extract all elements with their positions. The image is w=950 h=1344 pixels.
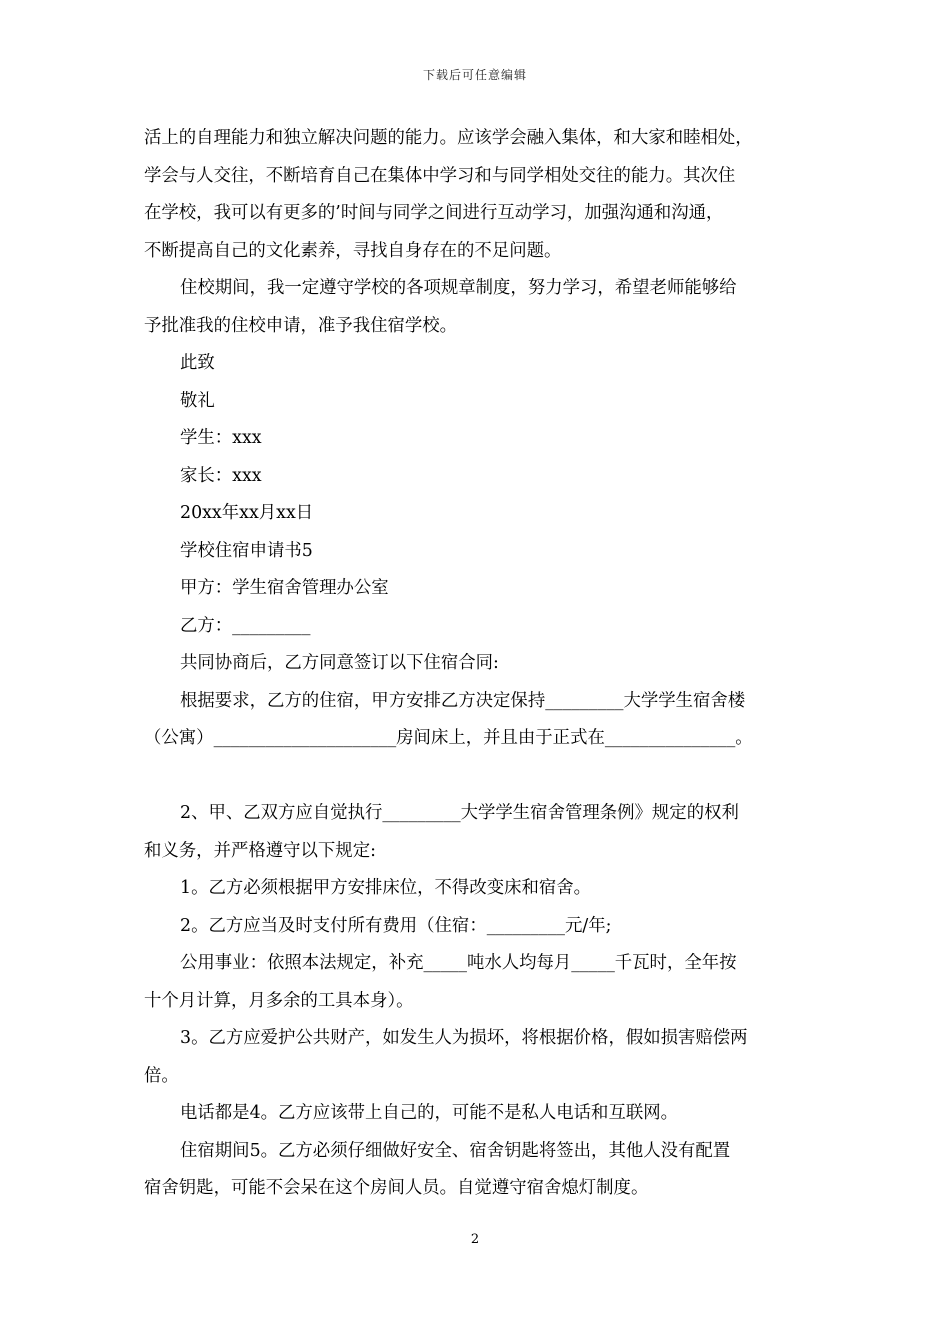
section-title: 学校住宿申请书5 <box>180 540 313 561</box>
page-header: 下载后可任意编辑 <box>422 68 527 82</box>
paragraph-line: 和义务，并严格遵守以下规定: <box>144 840 376 861</box>
paragraph-line: 住校期间，我一定遵守学校的各项规章制度，努力学习，希望老师能够给 <box>180 278 737 298</box>
rule-item: 3。乙方应爱护公共财产，如发生人为损坏，将根据价格，假如损害赔偿两 <box>180 1028 748 1048</box>
blank-line <box>144 758 814 796</box>
paragraph-line: 活上的自理能力和独立解决问题的能力。应该学会融入集体，和大家和睦相处， <box>144 128 753 148</box>
party-a-line: 甲方：学生宿舍管理办公室 <box>180 578 389 598</box>
signature-date: 20xx年xx月xx日 <box>180 503 314 523</box>
paragraph-line: 宿舍钥匙，可能不会呆在这个房间人员。自觉遵守宿舍熄灯制度。 <box>144 1178 649 1198</box>
paragraph-line: 倍。 <box>144 1065 179 1086</box>
paragraph-line: 学会与人交往，不断培育自己在集体中学习和与同学相处交往的能力。其次住 <box>144 165 736 186</box>
paragraph-line: 根据要求，乙方的住宿，甲方安排乙方决定保持_________大学学生宿舍楼 <box>180 690 746 711</box>
document-body <box>144 120 814 1208</box>
paragraph-line: 十个月计算，月多余的工具本身）。 <box>144 990 414 1011</box>
rule-item: 2。乙方应当及时支付所有费用（住宿：_________元/年; <box>180 915 612 936</box>
salutation-line: 此致 <box>180 353 215 373</box>
paragraph-line: （公寓）_____________________房间床上，并且由于正式在_______________。 <box>144 728 753 748</box>
paragraph-line: 2、甲、乙双方应自觉执行_________大学学生宿舍管理条例》规定的权利 <box>180 803 739 823</box>
rule-item: 1。乙方必须根据甲方安排床位，不得改变床和宿舍。 <box>180 878 592 898</box>
paragraph-line: 电话都是4。乙方应该带上自己的，可能不是私人电话和互联网。 <box>180 1103 679 1123</box>
paragraph-line: 予批准我的住校申请，准予我住宿学校。 <box>144 315 458 336</box>
page-number: 2 <box>470 1232 480 1247</box>
party-b-line: 乙方：_________ <box>180 615 311 636</box>
paragraph-line: 公用事业：依照本法规定，补充_____吨水人均每月_____千瓦时，全年按 <box>180 953 737 973</box>
paragraph-line: 共同协商后，乙方同意签订以下住宿合同: <box>180 653 499 673</box>
signature-student: 学生：xxx <box>180 428 262 448</box>
paragraph-line: 住宿期间5。乙方必须仔细做好安全、宿舍钥匙将签出，其他人没有配置 <box>180 1140 731 1161</box>
paragraph-line: 在学校，我可以有更多的’时间与同学之间进行互动学习，加强沟通和沟通， <box>144 203 724 223</box>
signature-parent: 家长：xxx <box>180 465 262 486</box>
paragraph-line: 不断提高自己的文化素养，寻找自身存在的不足问题。 <box>144 240 562 261</box>
salutation-line: 敬礼 <box>180 390 215 411</box>
